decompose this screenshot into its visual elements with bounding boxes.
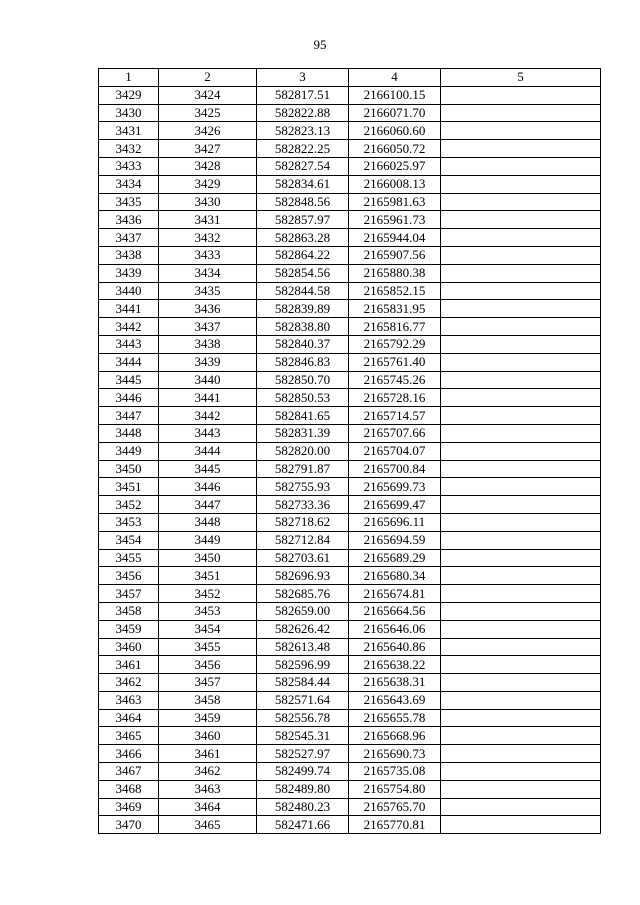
table-cell-col-1: 3439 xyxy=(99,264,159,282)
table-cell-col-3: 582527.97 xyxy=(257,745,349,763)
table-cell-col-4: 2165694.59 xyxy=(349,531,441,549)
table-cell-col-2: 3456 xyxy=(159,656,257,674)
table-cell-col-1: 3458 xyxy=(99,602,159,620)
table-cell-col-2: 3439 xyxy=(159,353,257,371)
table-cell-col-2: 3427 xyxy=(159,140,257,158)
table-row xyxy=(99,513,601,531)
table-cell-col-5 xyxy=(441,602,601,620)
table-cell-col-4: 2165907.56 xyxy=(349,246,441,264)
table-cell-col-3: 582571.64 xyxy=(257,691,349,709)
table-cell-col-4: 2165690.73 xyxy=(349,745,441,763)
page-number: 95 xyxy=(313,37,327,52)
table-cell-col-5 xyxy=(441,460,601,478)
table-cell-col-2: 3453 xyxy=(159,602,257,620)
table-cell-col-1: 3449 xyxy=(99,442,159,460)
table-cell-col-4: 2165728.16 xyxy=(349,389,441,407)
table-cell-col-1: 3435 xyxy=(99,193,159,211)
table-row xyxy=(99,157,601,175)
table-row xyxy=(99,745,601,763)
table-cell-col-4: 2165638.31 xyxy=(349,674,441,692)
table-cell-col-2: 3435 xyxy=(159,282,257,300)
table-cell-col-3: 582685.76 xyxy=(257,585,349,603)
table-row xyxy=(99,282,601,300)
table-header-row xyxy=(99,69,601,87)
table-cell-col-2: 3430 xyxy=(159,193,257,211)
table-cell-col-3: 582839.89 xyxy=(257,300,349,318)
table-cell-col-5 xyxy=(441,157,601,175)
table-row xyxy=(99,353,601,371)
table-cell-col-3: 582499.74 xyxy=(257,763,349,781)
table-cell-col-1: 3440 xyxy=(99,282,159,300)
table-cell-col-2: 3463 xyxy=(159,780,257,798)
table-cell-col-3: 582489.80 xyxy=(257,780,349,798)
table-cell-col-4: 2165689.29 xyxy=(349,549,441,567)
table-cell-col-5 xyxy=(441,104,601,122)
table-cell-col-3: 582854.56 xyxy=(257,264,349,282)
table-cell-col-2: 3434 xyxy=(159,264,257,282)
table-cell-col-4: 2165707.66 xyxy=(349,424,441,442)
table-cell-col-3: 582712.84 xyxy=(257,531,349,549)
table-cell-col-1: 3454 xyxy=(99,531,159,549)
table-cell-col-3: 582834.61 xyxy=(257,175,349,193)
table-cell-col-4: 2165640.86 xyxy=(349,638,441,656)
table-row xyxy=(99,264,601,282)
table-cell-col-3: 582840.37 xyxy=(257,335,349,353)
table-cell-col-1: 3438 xyxy=(99,246,159,264)
table-row xyxy=(99,300,601,318)
table-cell-col-4: 2165668.96 xyxy=(349,727,441,745)
table-cell-col-4: 2166025.97 xyxy=(349,157,441,175)
table-row xyxy=(99,567,601,585)
table-cell-col-4: 2165770.81 xyxy=(349,816,441,834)
table-cell-col-3: 582471.66 xyxy=(257,816,349,834)
table-cell-col-1: 3441 xyxy=(99,300,159,318)
table-cell-col-2: 3436 xyxy=(159,300,257,318)
table-cell-col-3: 582864.22 xyxy=(257,246,349,264)
table-cell-col-5 xyxy=(441,513,601,531)
table-cell-col-2: 3464 xyxy=(159,798,257,816)
table-cell-col-2: 3459 xyxy=(159,709,257,727)
table-cell-col-3: 582791.87 xyxy=(257,460,349,478)
table-cell-col-4: 2165831.95 xyxy=(349,300,441,318)
table-cell-col-1: 3429 xyxy=(99,86,159,104)
table-cell-col-2: 3442 xyxy=(159,407,257,425)
table-cell-col-1: 3433 xyxy=(99,157,159,175)
table-cell-col-5 xyxy=(441,620,601,638)
table-row xyxy=(99,122,601,140)
table-cell-col-3: 582846.83 xyxy=(257,353,349,371)
table-cell-col-5 xyxy=(441,264,601,282)
table-cell-col-3: 582841.65 xyxy=(257,407,349,425)
table-cell-col-1: 3457 xyxy=(99,585,159,603)
table-cell-col-2: 3447 xyxy=(159,496,257,514)
table-cell-col-2: 3433 xyxy=(159,246,257,264)
table-cell-col-1: 3456 xyxy=(99,567,159,585)
table-cell-col-2: 3461 xyxy=(159,745,257,763)
table-cell-col-2: 3441 xyxy=(159,389,257,407)
table-cell-col-3: 582827.54 xyxy=(257,157,349,175)
table-cell-col-1: 3431 xyxy=(99,122,159,140)
table-cell-col-4: 2165735.08 xyxy=(349,763,441,781)
table-cell-col-2: 3428 xyxy=(159,157,257,175)
table-cell-col-2: 3452 xyxy=(159,585,257,603)
table-cell-col-5 xyxy=(441,442,601,460)
table-cell-col-1: 3470 xyxy=(99,816,159,834)
table-cell-col-3: 582822.88 xyxy=(257,104,349,122)
table-cell-col-5 xyxy=(441,745,601,763)
table-cell-col-5 xyxy=(441,585,601,603)
table-cell-col-1: 3451 xyxy=(99,478,159,496)
table-cell-col-2: 3446 xyxy=(159,478,257,496)
table-cell-col-2: 3445 xyxy=(159,460,257,478)
column-header-4: 4 xyxy=(349,69,441,87)
table-cell-col-1: 3432 xyxy=(99,140,159,158)
table-cell-col-3: 582831.39 xyxy=(257,424,349,442)
table-cell-col-3: 582733.36 xyxy=(257,496,349,514)
table-cell-col-1: 3469 xyxy=(99,798,159,816)
table-cell-col-2: 3448 xyxy=(159,513,257,531)
coordinates-table xyxy=(98,68,601,834)
column-header-3: 3 xyxy=(257,69,349,87)
table-cell-col-1: 3442 xyxy=(99,318,159,336)
table-cell-col-2: 3440 xyxy=(159,371,257,389)
table-cell-col-5 xyxy=(441,353,601,371)
table-row xyxy=(99,709,601,727)
table-cell-col-3: 582823.13 xyxy=(257,122,349,140)
table-cell-col-1: 3461 xyxy=(99,656,159,674)
table-cell-col-5 xyxy=(441,780,601,798)
table-cell-col-4: 2165646.06 xyxy=(349,620,441,638)
table-cell-col-5 xyxy=(441,122,601,140)
table-cell-col-3: 582844.58 xyxy=(257,282,349,300)
table-cell-col-5 xyxy=(441,318,601,336)
table-cell-col-1: 3436 xyxy=(99,211,159,229)
table-cell-col-2: 3425 xyxy=(159,104,257,122)
table-cell-col-5 xyxy=(441,211,601,229)
table-cell-col-2: 3465 xyxy=(159,816,257,834)
table-row xyxy=(99,496,601,514)
table-row xyxy=(99,193,601,211)
table-cell-col-5 xyxy=(441,496,601,514)
table-cell-col-3: 582556.78 xyxy=(257,709,349,727)
table-row xyxy=(99,229,601,247)
table-cell-col-4: 2165880.38 xyxy=(349,264,441,282)
table-cell-col-4: 2165699.47 xyxy=(349,496,441,514)
table-cell-col-3: 582755.93 xyxy=(257,478,349,496)
table-cell-col-3: 582857.97 xyxy=(257,211,349,229)
table-cell-col-5 xyxy=(441,674,601,692)
table-row xyxy=(99,335,601,353)
table-cell-col-3: 582613.48 xyxy=(257,638,349,656)
table-row xyxy=(99,371,601,389)
table-cell-col-5 xyxy=(441,335,601,353)
table-row xyxy=(99,549,601,567)
table-cell-col-5 xyxy=(441,140,601,158)
table-cell-col-2: 3460 xyxy=(159,727,257,745)
table-cell-col-1: 3466 xyxy=(99,745,159,763)
table-cell-col-1: 3452 xyxy=(99,496,159,514)
table-cell-col-2: 3451 xyxy=(159,567,257,585)
table-row xyxy=(99,460,601,478)
table-cell-col-3: 582863.28 xyxy=(257,229,349,247)
table-cell-col-1: 3465 xyxy=(99,727,159,745)
table-cell-col-1: 3459 xyxy=(99,620,159,638)
table-cell-col-2: 3431 xyxy=(159,211,257,229)
table-cell-col-3: 582822.25 xyxy=(257,140,349,158)
table-row xyxy=(99,727,601,745)
table-cell-col-4: 2166008.13 xyxy=(349,175,441,193)
table-cell-col-3: 582584.44 xyxy=(257,674,349,692)
table-cell-col-3: 582850.53 xyxy=(257,389,349,407)
table-cell-col-4: 2165761.40 xyxy=(349,353,441,371)
table-cell-col-1: 3447 xyxy=(99,407,159,425)
table-row xyxy=(99,318,601,336)
table-cell-col-5 xyxy=(441,727,601,745)
table-row xyxy=(99,585,601,603)
table-cell-col-4: 2166060.60 xyxy=(349,122,441,140)
table-cell-col-2: 3438 xyxy=(159,335,257,353)
table-cell-col-4: 2165852.15 xyxy=(349,282,441,300)
table-cell-col-2: 3424 xyxy=(159,86,257,104)
table-row xyxy=(99,638,601,656)
table-cell-col-3: 582838.80 xyxy=(257,318,349,336)
table-cell-col-1: 3460 xyxy=(99,638,159,656)
table-cell-col-1: 3446 xyxy=(99,389,159,407)
table-row xyxy=(99,798,601,816)
table-cell-col-3: 582718.62 xyxy=(257,513,349,531)
table-cell-col-5 xyxy=(441,389,601,407)
table-row xyxy=(99,602,601,620)
table-row xyxy=(99,478,601,496)
table-body xyxy=(99,86,601,833)
table-cell-col-1: 3453 xyxy=(99,513,159,531)
table-cell-col-2: 3455 xyxy=(159,638,257,656)
table-cell-col-3: 582626.42 xyxy=(257,620,349,638)
table-cell-col-5 xyxy=(441,638,601,656)
column-header-1: 1 xyxy=(99,69,159,87)
table-row xyxy=(99,816,601,834)
table-cell-col-5 xyxy=(441,229,601,247)
table-row xyxy=(99,442,601,460)
table-row xyxy=(99,86,601,104)
table-cell-col-5 xyxy=(441,549,601,567)
table-row xyxy=(99,424,601,442)
table-row xyxy=(99,140,601,158)
table-cell-col-5 xyxy=(441,300,601,318)
table-cell-col-5 xyxy=(441,816,601,834)
table-cell-col-4: 2166050.72 xyxy=(349,140,441,158)
table-cell-col-5 xyxy=(441,709,601,727)
table-cell-col-3: 582480.23 xyxy=(257,798,349,816)
table-cell-col-1: 3445 xyxy=(99,371,159,389)
table-row xyxy=(99,389,601,407)
table-cell-col-1: 3467 xyxy=(99,763,159,781)
table-cell-col-4: 2165655.78 xyxy=(349,709,441,727)
table-cell-col-2: 3457 xyxy=(159,674,257,692)
table-cell-col-5 xyxy=(441,656,601,674)
column-header-5: 5 xyxy=(441,69,601,87)
table-cell-col-4: 2166071.70 xyxy=(349,104,441,122)
table-cell-col-2: 3458 xyxy=(159,691,257,709)
table-row xyxy=(99,656,601,674)
table-row xyxy=(99,674,601,692)
table-cell-col-5 xyxy=(441,763,601,781)
table-cell-col-4: 2165699.73 xyxy=(349,478,441,496)
table-cell-col-5 xyxy=(441,175,601,193)
table-cell-col-2: 3454 xyxy=(159,620,257,638)
table-cell-col-3: 582596.99 xyxy=(257,656,349,674)
table-row xyxy=(99,104,601,122)
table-cell-col-4: 2165944.04 xyxy=(349,229,441,247)
table-cell-col-4: 2165816.77 xyxy=(349,318,441,336)
table-cell-col-2: 3426 xyxy=(159,122,257,140)
table-cell-col-1: 3448 xyxy=(99,424,159,442)
table-cell-col-5 xyxy=(441,531,601,549)
table-cell-col-4: 2165704.07 xyxy=(349,442,441,460)
table-row xyxy=(99,175,601,193)
table-cell-col-1: 3462 xyxy=(99,674,159,692)
table-cell-col-3: 582817.51 xyxy=(257,86,349,104)
table-cell-col-5 xyxy=(441,407,601,425)
table-cell-col-2: 3444 xyxy=(159,442,257,460)
table-cell-col-3: 582659.00 xyxy=(257,602,349,620)
table-cell-col-3: 582848.56 xyxy=(257,193,349,211)
table-cell-col-1: 3443 xyxy=(99,335,159,353)
table-cell-col-5 xyxy=(441,246,601,264)
table-cell-col-2: 3443 xyxy=(159,424,257,442)
table-cell-col-5 xyxy=(441,798,601,816)
table-cell-col-5 xyxy=(441,478,601,496)
table-cell-col-1: 3434 xyxy=(99,175,159,193)
table-cell-col-4: 2165700.84 xyxy=(349,460,441,478)
table-cell-col-4: 2165680.34 xyxy=(349,567,441,585)
table-row xyxy=(99,763,601,781)
table-cell-col-1: 3468 xyxy=(99,780,159,798)
table-cell-col-5 xyxy=(441,86,601,104)
table-row xyxy=(99,691,601,709)
table-cell-col-1: 3455 xyxy=(99,549,159,567)
table-cell-col-2: 3429 xyxy=(159,175,257,193)
table-cell-col-2: 3437 xyxy=(159,318,257,336)
table-cell-col-1: 3444 xyxy=(99,353,159,371)
table-cell-col-4: 2165765.70 xyxy=(349,798,441,816)
table-cell-col-4: 2165664.56 xyxy=(349,602,441,620)
table-row xyxy=(99,407,601,425)
table-cell-col-4: 2165754.80 xyxy=(349,780,441,798)
table-cell-col-4: 2165674.81 xyxy=(349,585,441,603)
table-cell-col-4: 2165696.11 xyxy=(349,513,441,531)
table-cell-col-1: 3430 xyxy=(99,104,159,122)
table-cell-col-2: 3462 xyxy=(159,763,257,781)
table-cell-col-3: 582545.31 xyxy=(257,727,349,745)
table-cell-col-1: 3437 xyxy=(99,229,159,247)
table-cell-col-4: 2165745.26 xyxy=(349,371,441,389)
table-cell-col-4: 2165961.73 xyxy=(349,211,441,229)
table-row xyxy=(99,531,601,549)
table-row xyxy=(99,780,601,798)
table-cell-col-3: 582850.70 xyxy=(257,371,349,389)
table-cell-col-2: 3449 xyxy=(159,531,257,549)
table-cell-col-2: 3432 xyxy=(159,229,257,247)
table-cell-col-5 xyxy=(441,193,601,211)
table-cell-col-4: 2165792.29 xyxy=(349,335,441,353)
table-cell-col-2: 3450 xyxy=(159,549,257,567)
table-cell-col-5 xyxy=(441,691,601,709)
table-cell-col-5 xyxy=(441,282,601,300)
table-cell-col-5 xyxy=(441,424,601,442)
table-cell-col-1: 3450 xyxy=(99,460,159,478)
table-cell-col-1: 3463 xyxy=(99,691,159,709)
table-cell-col-4: 2165981.63 xyxy=(349,193,441,211)
table-cell-col-1: 3464 xyxy=(99,709,159,727)
table-row xyxy=(99,246,601,264)
table-cell-col-3: 582703.61 xyxy=(257,549,349,567)
table-cell-col-5 xyxy=(441,371,601,389)
table-cell-col-3: 582820.00 xyxy=(257,442,349,460)
column-header-2: 2 xyxy=(159,69,257,87)
table-cell-col-4: 2165643.69 xyxy=(349,691,441,709)
table-cell-col-3: 582696.93 xyxy=(257,567,349,585)
table-cell-col-5 xyxy=(441,567,601,585)
table-cell-col-4: 2165638.22 xyxy=(349,656,441,674)
table-row xyxy=(99,211,601,229)
table-cell-col-4: 2166100.15 xyxy=(349,86,441,104)
table-cell-col-4: 2165714.57 xyxy=(349,407,441,425)
table-row xyxy=(99,620,601,638)
